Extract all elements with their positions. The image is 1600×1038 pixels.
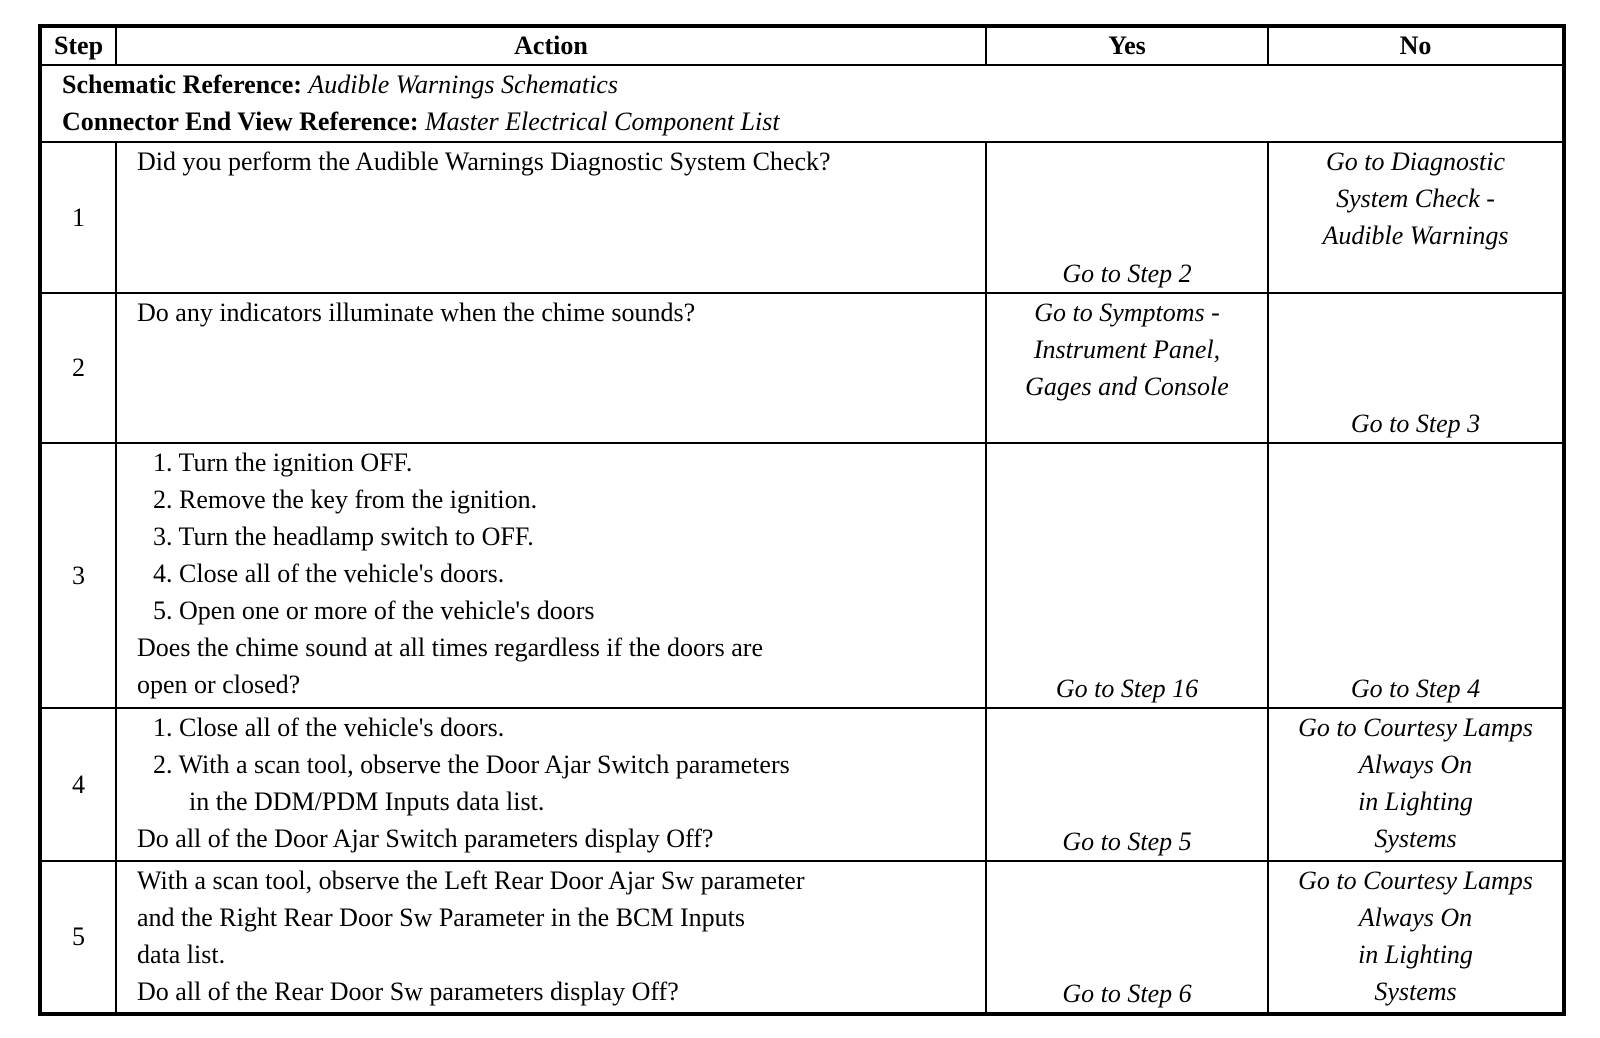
action-text: data list.: [137, 939, 226, 969]
action-question: Do all of the Rear Door Sw parameters display Off?: [137, 976, 679, 1006]
yes-link[interactable]: Go to Step 2: [1062, 258, 1192, 288]
no-link[interactable]: Audible Warnings: [1322, 221, 1509, 251]
action-list-item: 5. Open one or more of the vehicle's doors: [153, 595, 595, 625]
table-row: [40, 443, 1564, 708]
no-link[interactable]: Go to Courtesy Lamps: [1298, 865, 1533, 895]
step-number: 2: [40, 293, 116, 443]
action-text: Did you perform the Audible Warnings Diagnostic System Check?: [137, 147, 831, 177]
yes-link[interactable]: Instrument Panel,: [1033, 334, 1221, 364]
no-link[interactable]: in Lighting: [1358, 939, 1473, 969]
no-cell: [1268, 142, 1564, 292]
table-row: [40, 142, 1564, 292]
yes-cell: [986, 293, 1268, 443]
no-cell: [1268, 708, 1564, 860]
header-step: Step: [40, 26, 116, 65]
action-question: open or closed?: [137, 669, 301, 699]
yes-cell: [986, 708, 1268, 860]
action-cell: [116, 293, 986, 443]
action-list-item: 3. Turn the headlamp switch to OFF.: [153, 521, 534, 551]
header-yes: Yes: [986, 26, 1268, 65]
table-row: [40, 293, 1564, 443]
schematic-reference-label: Schematic Reference:: [62, 70, 302, 99]
action-list-item: 2. Remove the key from the ignition.: [153, 484, 538, 514]
reference-cell: [40, 65, 1564, 142]
yes-link[interactable]: Go to Symptoms -: [1034, 297, 1220, 327]
step-number: 1: [40, 142, 116, 292]
action-question: Does the chime sound at all times regardless if the doors are: [137, 632, 763, 662]
yes-cell: [986, 861, 1268, 1014]
yes-cell: [986, 142, 1268, 292]
action-cell: [116, 861, 986, 1014]
no-link[interactable]: Go to Diagnostic: [1325, 147, 1506, 177]
table-row: [40, 861, 1564, 1014]
schematic-reference: [62, 66, 1562, 103]
yes-link[interactable]: Go to Step 16: [1055, 674, 1199, 704]
yes-link[interactable]: Go to Step 5: [1062, 826, 1192, 856]
no-cell: [1268, 293, 1564, 443]
no-link[interactable]: Go to Step 4: [1350, 674, 1481, 704]
no-link[interactable]: Systems: [1374, 976, 1457, 1006]
action-text: Do any indicators illuminate when the chime sounds?: [137, 297, 696, 327]
action-list-item: 4. Close all of the vehicle's doors.: [153, 558, 505, 588]
connector-reference: [62, 103, 1562, 140]
diagnostic-table: [38, 24, 1566, 1016]
no-link[interactable]: in Lighting: [1358, 787, 1473, 817]
yes-cell: [986, 443, 1268, 708]
action-question: Do all of the Door Ajar Switch parameters display Off?: [137, 824, 714, 854]
header-action: Action: [116, 26, 986, 65]
header-row: [40, 26, 1564, 65]
action-cell: [116, 443, 986, 708]
no-link[interactable]: Go to Step 3: [1350, 408, 1481, 438]
step-number: 4: [40, 708, 116, 860]
action-list-item: 1. Turn the ignition OFF.: [153, 447, 413, 477]
no-link[interactable]: Always On: [1358, 750, 1473, 780]
no-link[interactable]: Go to Courtesy Lamps: [1298, 713, 1533, 743]
no-link[interactable]: System Check -: [1336, 184, 1495, 214]
no-link[interactable]: Systems: [1374, 824, 1457, 854]
no-cell: [1268, 443, 1564, 708]
yes-link[interactable]: Gages and Console: [1025, 371, 1229, 401]
no-link[interactable]: Always On: [1358, 902, 1473, 932]
reference-row: [40, 65, 1564, 142]
action-list-item: 1. Close all of the vehicle's doors.: [153, 713, 505, 743]
action-cell: [116, 142, 986, 292]
yes-link[interactable]: Go to Step 6: [1062, 979, 1192, 1008]
action-cell: [116, 708, 986, 860]
connector-reference-link[interactable]: Master Electrical Component List: [424, 107, 780, 136]
action-list-item: 2. With a scan tool, observe the Door Ajar Switch parameters: [153, 750, 790, 780]
connector-reference-label: Connector End View Reference:: [62, 107, 419, 136]
table-row: [40, 708, 1564, 860]
action-text: and the Right Rear Door Sw Parameter in the BCM Inputs: [137, 902, 746, 932]
step-number: 3: [40, 443, 116, 708]
no-cell: [1268, 861, 1564, 1014]
header-no: No: [1268, 26, 1564, 65]
action-list-item: in the DDM/PDM Inputs data list.: [189, 787, 545, 817]
schematic-reference-link[interactable]: Audible Warnings Schematics: [308, 70, 618, 99]
step-number: 5: [40, 861, 116, 1014]
action-text: With a scan tool, observe the Left Rear Door Ajar Sw parameter: [137, 865, 805, 895]
